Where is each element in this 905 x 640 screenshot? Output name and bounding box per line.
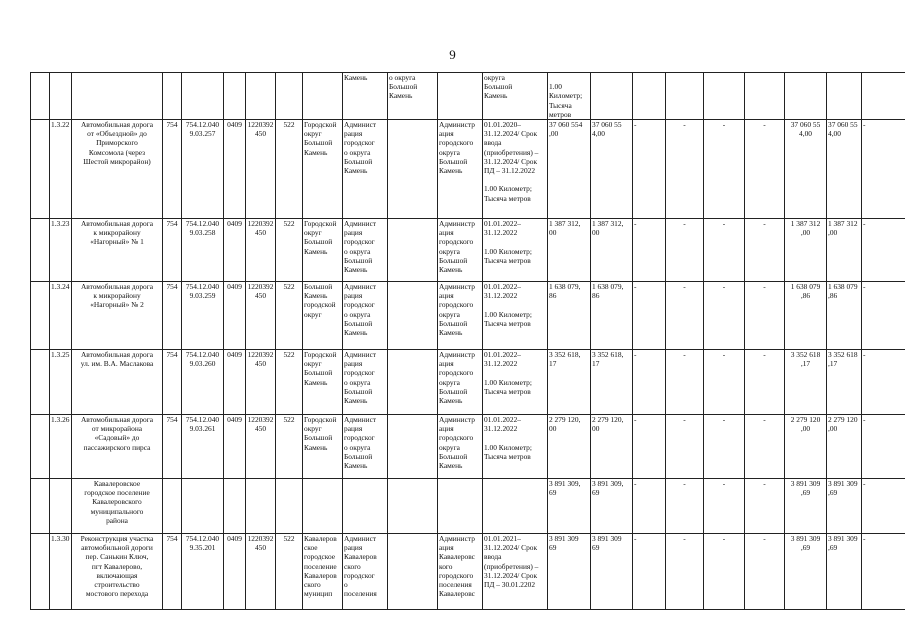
table-row <box>31 219 905 282</box>
table-cell <box>666 73 704 120</box>
table-cell: Кавалеров ское городское поселение Кавалеров ского муницип <box>303 534 343 610</box>
budget-table <box>30 72 905 610</box>
table-cell <box>704 73 745 120</box>
table-cell: 754.12.040 9.03.258 <box>182 219 224 282</box>
table-cell: 2 279 120 ,00 <box>785 415 827 479</box>
table-cell: 1.3.25 <box>50 350 72 415</box>
table-cell: 2 279 120, 00 <box>548 415 591 479</box>
table-cell: 522 <box>276 534 303 610</box>
table-cell <box>31 479 50 534</box>
table-cell: - <box>745 282 785 350</box>
page-number: 9 <box>449 47 456 62</box>
table-cell: - <box>633 350 666 415</box>
table-cell: - <box>704 282 745 350</box>
table-cell <box>303 479 343 534</box>
table-cell: - <box>862 120 905 219</box>
table-cell: - <box>633 415 666 479</box>
table-cell: Городской округ Большой Камень <box>303 350 343 415</box>
table-cell: - <box>666 219 704 282</box>
table-cell: 1.3.26 <box>50 415 72 479</box>
table-cell: 754.12.040 9.03.261 <box>182 415 224 479</box>
table-cell <box>182 73 224 120</box>
table-cell: - <box>704 219 745 282</box>
table-cell: - <box>704 415 745 479</box>
table-cell <box>388 282 438 350</box>
table-cell: 754.12.040 9.03.260 <box>182 350 224 415</box>
table-cell <box>438 479 483 534</box>
table-cell: Автомобильная дорога к микрорайону «Нагорный» № 1 <box>72 219 163 282</box>
table-cell <box>862 73 905 120</box>
table-cell: Камень <box>343 73 388 120</box>
table-cell <box>163 73 182 120</box>
table-cell <box>343 479 388 534</box>
table-cell: Администр ация городского округа Большой Камень <box>438 282 483 350</box>
table-cell: 01.01.2021– 31.12.2024/ Срок ввода (приобретения) – 31.12.2024/ Срок ПД – 30.01.2202 <box>483 534 548 610</box>
table-cell: 1 638 079 ,86 <box>785 282 827 350</box>
table-cell: - <box>704 120 745 219</box>
table-cell: 3 891 309 ,69 <box>785 479 827 534</box>
table-cell: 3 352 618 ,17 <box>785 350 827 415</box>
table-cell <box>182 479 224 534</box>
table-cell <box>438 73 483 120</box>
table-cell: 522 <box>276 282 303 350</box>
table-cell <box>388 534 438 610</box>
table-cell: - <box>745 350 785 415</box>
table-cell: 3 891 309 ,69 <box>827 534 862 610</box>
table-cell: Автомобильная дорога от «Объездной» до Приморского Комсомола (через Шестой микрорайон) <box>72 120 163 219</box>
table-cell: 1 387 312 ,00 <box>827 219 862 282</box>
table-cell <box>745 73 785 120</box>
table-cell: 37 060 554 ,00 <box>548 120 591 219</box>
table-cell: Автомобильная дорога ул. им. В.А. Маслакова <box>72 350 163 415</box>
table-cell: Админист рация городског о округа Большой Камень <box>343 415 388 479</box>
table-cell <box>633 73 666 120</box>
table-cell: 522 <box>276 350 303 415</box>
table-cell: 3 891 309 69 <box>591 534 633 610</box>
table-cell: 3 352 618, 17 <box>591 350 633 415</box>
table-cell: 1 638 079, 86 <box>591 282 633 350</box>
table-cell: 1 638 079, 86 <box>548 282 591 350</box>
table-cell: 1220392 450 <box>246 415 276 479</box>
table-cell: - <box>633 219 666 282</box>
table-cell: 37 060 55 4,00 <box>785 120 827 219</box>
table-cell: 1.3.23 <box>50 219 72 282</box>
table-cell: Админист рация городског о округа Большой Камень <box>343 219 388 282</box>
table-cell: 754 <box>163 219 182 282</box>
table-cell: Админист рация Кавалеров ского городског о поселения <box>343 534 388 610</box>
table-cell: 0409 <box>224 120 246 219</box>
table-cell: 522 <box>276 219 303 282</box>
table-cell: 0409 <box>224 282 246 350</box>
table-cell <box>388 350 438 415</box>
table-cell: 1 387 312, 00 <box>591 219 633 282</box>
table-row <box>31 282 905 350</box>
table-cell: 1220392 450 <box>246 350 276 415</box>
table-cell: 3 891 309 ,69 <box>785 534 827 610</box>
table-cell <box>50 479 72 534</box>
table-row <box>31 73 905 120</box>
table-cell <box>163 479 182 534</box>
table-cell: 754 <box>163 534 182 610</box>
table-cell <box>591 73 633 120</box>
table-cell: 754 <box>163 120 182 219</box>
table-cell: Администр ация городского округа Большой Камень <box>438 415 483 479</box>
table-cell: 1220392 450 <box>246 219 276 282</box>
table-cell: Кавалеровское городское поселение Кавалеровского муниципального района <box>72 479 163 534</box>
table-cell: 0409 <box>224 350 246 415</box>
table-cell <box>50 73 72 120</box>
table-cell: 754 <box>163 415 182 479</box>
table-cell: - <box>862 350 905 415</box>
table-cell <box>246 73 276 120</box>
table-row <box>31 120 905 219</box>
table-cell <box>388 415 438 479</box>
table-cell: - <box>633 479 666 534</box>
table-cell: 0409 <box>224 534 246 610</box>
table-cell: 2 279 120, 00 <box>591 415 633 479</box>
table-cell <box>224 479 246 534</box>
table-cell: Городской округ Большой Камень <box>303 219 343 282</box>
table-cell: округа Большой Камень <box>483 73 548 120</box>
table-cell: 754 <box>163 282 182 350</box>
table-cell: 37 060 55 4,00 <box>827 120 862 219</box>
table-cell: 1220392 450 <box>246 282 276 350</box>
table-cell <box>31 282 50 350</box>
table-cell: о округа Большой Камень <box>388 73 438 120</box>
table-cell: Большой Камень городской округ <box>303 282 343 350</box>
table-cell: 3 352 618 ,17 <box>827 350 862 415</box>
table-cell: - <box>862 479 905 534</box>
table-cell: - <box>633 534 666 610</box>
table-cell: 01.01.2022– 31.12.2022 1.00 Километр; Тысяча метров <box>483 219 548 282</box>
table-cell: Администр ация Кавалеровс кого городского поселения Кавалеровс <box>438 534 483 610</box>
table-cell: 1 387 312 ,00 <box>785 219 827 282</box>
table-cell: 754.12.040 9.03.257 <box>182 120 224 219</box>
table-cell: 3 352 618, 17 <box>548 350 591 415</box>
table-cell: 1 387 312, 00 <box>548 219 591 282</box>
table-cell: - <box>862 282 905 350</box>
table-cell: 1220392 450 <box>246 120 276 219</box>
table-cell: - <box>666 415 704 479</box>
table-row <box>31 534 905 610</box>
table-cell <box>31 350 50 415</box>
table-cell: Админист рация городског о округа Большой Камень <box>343 350 388 415</box>
table-cell: - <box>666 534 704 610</box>
table-cell: 1 638 079 ,86 <box>827 282 862 350</box>
table-cell <box>224 73 246 120</box>
table-cell: 0409 <box>224 219 246 282</box>
table-cell <box>31 73 50 120</box>
table-cell: - <box>666 479 704 534</box>
table-cell: - <box>862 219 905 282</box>
table-cell: 01.01.2022– 31.12.2022 1.00 Километр; Тысяча метров <box>483 282 548 350</box>
table-cell <box>303 73 343 120</box>
table-cell: - <box>745 120 785 219</box>
table-cell: Городской округ Большой Камень <box>303 415 343 479</box>
table-cell: Реконструкция участка автомобильной дороги пер. Санькин Ключ, пгт Кавалерово, включающая строительство мостового перехода <box>72 534 163 610</box>
table-cell: - <box>862 534 905 610</box>
table-cell: - <box>745 534 785 610</box>
table-cell: 754.12.040 9.35.201 <box>182 534 224 610</box>
table-row <box>31 479 905 534</box>
table-cell: 01.01.2020– 31.12.2024/ Срок ввода (приобретения) – 31.12.2024/ Срок ПД – 31.12.2022 1.00 Километр; Тысяча метров <box>483 120 548 219</box>
table-cell: Городской округ Большой Камень <box>303 120 343 219</box>
table-cell: - <box>704 534 745 610</box>
table-cell: Админист рация городског о округа Большой Камень <box>343 120 388 219</box>
table-cell: - <box>666 282 704 350</box>
table-cell: 0409 <box>224 415 246 479</box>
table-cell: - <box>745 479 785 534</box>
table-cell <box>827 73 862 120</box>
table-cell: 3 891 309, 69 <box>548 479 591 534</box>
table-cell: - <box>704 479 745 534</box>
table-cell: - <box>862 415 905 479</box>
table-cell: 37 060 55 4,00 <box>591 120 633 219</box>
table-cell: - <box>704 350 745 415</box>
table-cell: - <box>666 120 704 219</box>
table-row <box>31 350 905 415</box>
table-cell <box>785 73 827 120</box>
table-cell <box>31 534 50 610</box>
table-cell <box>31 120 50 219</box>
table-cell: 1.00 Километр; Тысяча метров <box>548 73 591 120</box>
table-cell <box>72 73 163 120</box>
table-cell: 01.01.2022– 31.12.2022 1.00 Километр; Тысяча метров <box>483 350 548 415</box>
table-cell <box>276 479 303 534</box>
table-cell <box>31 415 50 479</box>
table-cell <box>276 73 303 120</box>
table-cell <box>388 219 438 282</box>
table-cell: 754.12.040 9.03.259 <box>182 282 224 350</box>
table-cell: - <box>666 350 704 415</box>
table-cell: 1.3.22 <box>50 120 72 219</box>
table-cell: Администр ация городского округа Большой Камень <box>438 120 483 219</box>
table-cell: - <box>745 415 785 479</box>
table-cell: 3 891 309, 69 <box>591 479 633 534</box>
table-cell: Администр ация городского округа Большой Камень <box>438 219 483 282</box>
table-cell: 3 891 309 ,69 <box>827 479 862 534</box>
table-cell <box>246 479 276 534</box>
table-cell: Автомобильная дорога от микрорайона «Садовый» до пассажирского пирса <box>72 415 163 479</box>
table-cell: 01.01.2022– 31.12.2022 1.00 Километр; Тысяча метров <box>483 415 548 479</box>
table-cell <box>388 120 438 219</box>
table-cell <box>388 479 438 534</box>
table-cell: 754 <box>163 350 182 415</box>
table-cell: 1220392 450 <box>246 534 276 610</box>
table-cell: 3 891 309 69 <box>548 534 591 610</box>
table-cell: 522 <box>276 415 303 479</box>
table-row <box>31 415 905 479</box>
table-cell: - <box>633 120 666 219</box>
table-cell: 2 279 120 ,00 <box>827 415 862 479</box>
table-cell: 1.3.24 <box>50 282 72 350</box>
table-cell: Администр ация городского округа Большой Камень <box>438 350 483 415</box>
table-cell: - <box>745 219 785 282</box>
table-cell: Автомобильная дорога к микрорайону «Нагорный» № 2 <box>72 282 163 350</box>
table-cell <box>483 479 548 534</box>
table-cell: 522 <box>276 120 303 219</box>
table-cell: - <box>633 282 666 350</box>
table-cell <box>31 219 50 282</box>
table-cell: Админист рация городског о округа Большой Камень <box>343 282 388 350</box>
table-cell: 1.3.30 <box>50 534 72 610</box>
